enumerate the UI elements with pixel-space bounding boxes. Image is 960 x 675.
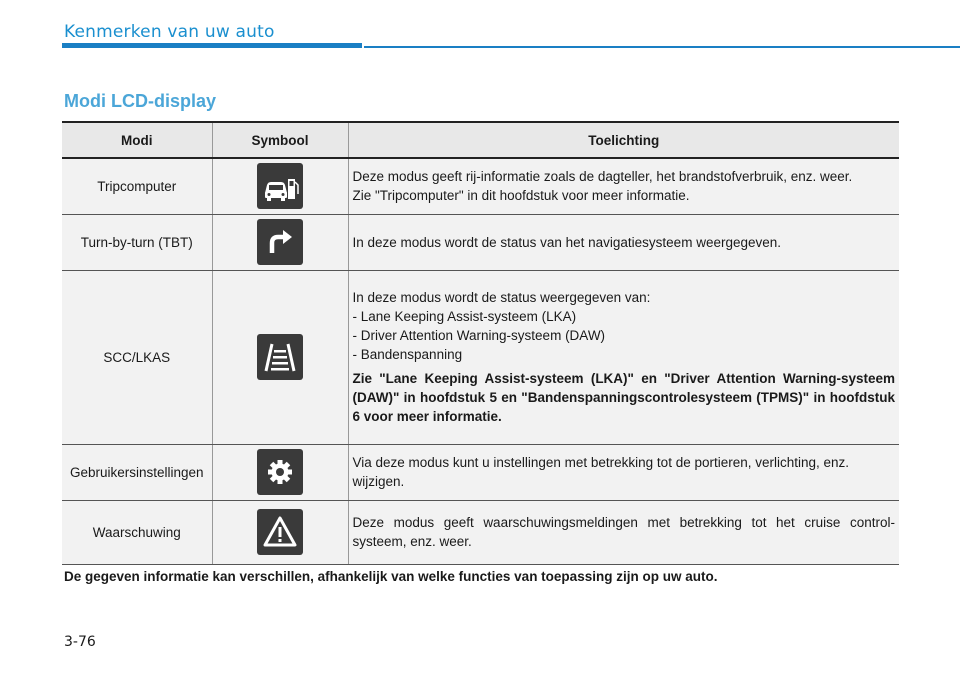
mode-cell: Waarschuwing bbox=[62, 500, 212, 564]
table-row bbox=[62, 270, 899, 444]
column-header-mode: Modi bbox=[62, 122, 212, 158]
section-rule-thick bbox=[62, 43, 362, 48]
description-line: Zie "Tripcomputer" in dit hoofdstuk voor meer informatie. bbox=[352, 188, 690, 204]
symbol-cell bbox=[212, 270, 348, 444]
section-title: Kenmerken van uw auto bbox=[64, 22, 275, 42]
description-reference: Zie "Lane Keeping Assist-systeem (LKA)" en "Driver Attention Warning-systeem (DAW)" in hoofdstuk 5 en "Bandenspanningscontrolesysteem (TPMS)" in hoofdstuk 6 voor meer informatie. bbox=[352, 371, 895, 424]
table-row bbox=[62, 500, 899, 564]
turn-arrow-icon bbox=[257, 219, 303, 265]
description-cell: Deze modus geeft waarschuwingsmeldingen met betrekking tot het cruise control-systeem, enz. weer. bbox=[348, 500, 899, 564]
trip-computer-icon bbox=[257, 163, 303, 209]
page-heading: Modi LCD-display bbox=[64, 91, 216, 111]
table-row bbox=[62, 444, 899, 500]
column-header-symbol: Symbool bbox=[212, 122, 348, 158]
modes-table bbox=[62, 121, 899, 565]
lane-assist-icon bbox=[257, 334, 303, 380]
description-line: - Bandenspanning bbox=[352, 347, 463, 362]
page-number: 3-76 bbox=[64, 634, 96, 650]
description-line: - Lane Keeping Assist-systeem (LKA) bbox=[352, 309, 577, 324]
description-cell: Via deze modus kunt u instellingen met betrekking tot de portieren, verlichting, enz. wijzigen. bbox=[348, 444, 899, 500]
description-cell bbox=[348, 270, 899, 444]
section-rule-thin bbox=[364, 46, 960, 48]
description-cell bbox=[348, 158, 899, 214]
column-header-description: Toelichting bbox=[348, 122, 899, 158]
table-header-row bbox=[62, 122, 899, 158]
warning-icon bbox=[257, 509, 303, 555]
symbol-cell bbox=[212, 444, 348, 500]
gear-icon bbox=[257, 449, 303, 495]
mode-cell: Tripcomputer bbox=[62, 158, 212, 214]
mode-cell: Gebruikersinstellingen bbox=[62, 444, 212, 500]
mode-cell: SCC/LKAS bbox=[62, 270, 212, 444]
symbol-cell bbox=[212, 158, 348, 214]
footnote: De gegeven informatie kan verschillen, afhankelijk van welke functies van toepassing zijn op uw auto. bbox=[64, 569, 718, 584]
mode-cell: Turn-by-turn (TBT) bbox=[62, 214, 212, 270]
symbol-cell bbox=[212, 214, 348, 270]
description-line: - Driver Attention Warning-systeem (DAW) bbox=[352, 328, 606, 343]
description-line: Deze modus geeft rij-informatie zoals de dagteller, het brandstofverbruik, enz. weer. bbox=[352, 169, 853, 185]
table-row bbox=[62, 158, 899, 214]
symbol-cell bbox=[212, 500, 348, 564]
table-row bbox=[62, 214, 899, 270]
description-line: In deze modus wordt de status weergegeven van: bbox=[352, 290, 651, 305]
description-cell: In deze modus wordt de status van het navigatiesysteem weergegeven. bbox=[348, 214, 899, 270]
